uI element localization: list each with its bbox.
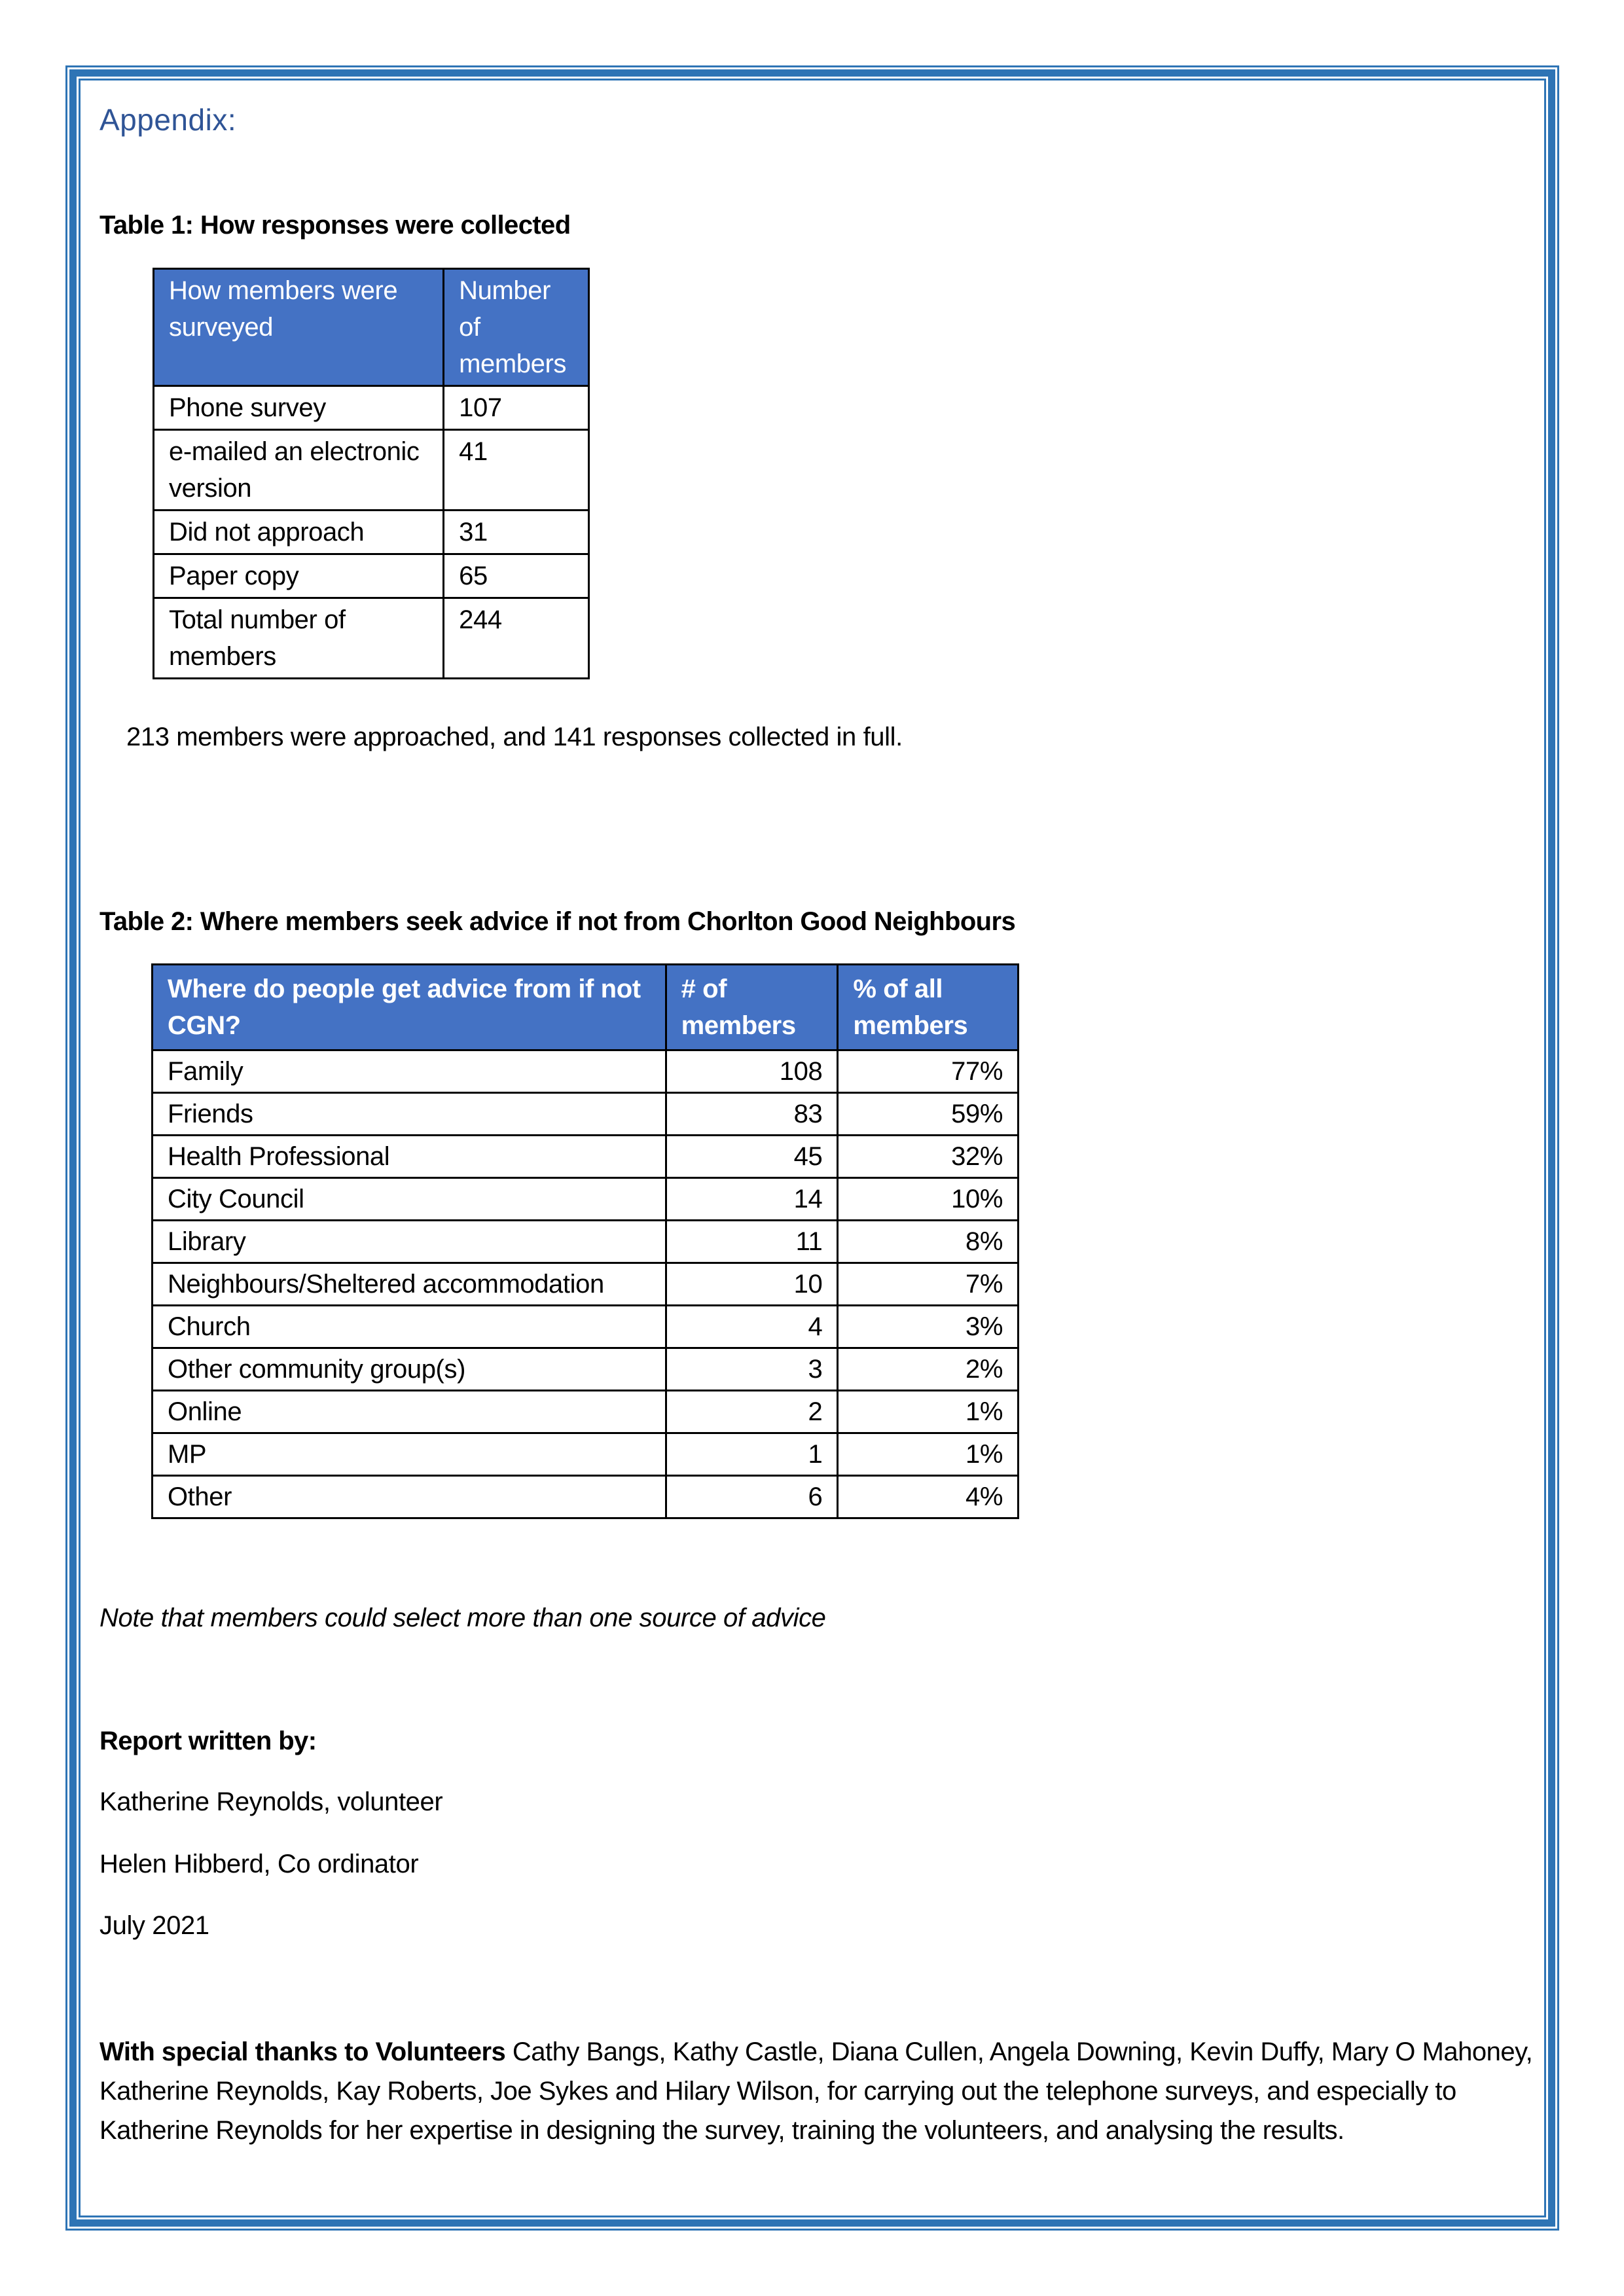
- table2-cell-percent: 3%: [838, 1306, 1019, 1348]
- table-row: [153, 1178, 1019, 1221]
- table1-cell-method: Total number of members: [154, 598, 444, 679]
- page-title: Appendix:: [99, 103, 237, 137]
- acknowledgements-body: Cathy Bangs, Kathy Castle, Diana Cullen, Angela Downing, Kevin Duffy, Mary O Mahoney, Katherine Reynolds, Kay Roberts, Joe Sykes and Hilary Wilson, for carrying out the telephone surveys, and especially to Katherine Reynolds for her expertise in designing the survey, training the volunteers, and analysing the results.: [99, 2037, 1533, 2145]
- table2-cell-percent: 77%: [838, 1050, 1019, 1093]
- table1-cell-method: Phone survey: [154, 386, 444, 430]
- table1-cell-count: 65: [444, 554, 589, 598]
- table2-cell-source: MP: [153, 1433, 666, 1476]
- table2-title: Table 2: Where members seek advice if not from Chorlton Good Neighbours: [99, 907, 1016, 936]
- table2-header-row: [153, 965, 1019, 1050]
- summary-text: 213 members were approached, and 141 responses collected in full.: [126, 723, 903, 751]
- author-2: Helen Hibberd, Co ordinator: [99, 1850, 419, 1878]
- table1-header-count: Number of members: [444, 269, 589, 386]
- table-row: [153, 1433, 1019, 1476]
- acknowledgements-paragraph: [99, 2032, 1540, 2150]
- table2-cell-count: 83: [666, 1093, 838, 1136]
- table2-cell-source: City Council: [153, 1178, 666, 1221]
- table-row: [153, 1136, 1019, 1178]
- table-row: [153, 1391, 1019, 1433]
- table-row: [154, 554, 589, 598]
- table-row: [153, 1306, 1019, 1348]
- acknowledgements-lead: With special thanks to Volunteers: [99, 2037, 506, 2066]
- table2-cell-source: Friends: [153, 1093, 666, 1136]
- table-row: [154, 598, 589, 679]
- table2-cell-count: 108: [666, 1050, 838, 1093]
- table2-cell-percent: 59%: [838, 1093, 1019, 1136]
- table-row: [154, 430, 589, 511]
- table2: [151, 963, 1019, 1519]
- table2-cell-count: 1: [666, 1433, 838, 1476]
- table2-cell-count: 11: [666, 1221, 838, 1263]
- table1-cell-count: 41: [444, 430, 589, 511]
- table-row: [153, 1221, 1019, 1263]
- table-row: [153, 1093, 1019, 1136]
- table-row: [154, 511, 589, 554]
- table1-cell-count: 31: [444, 511, 589, 554]
- table1-cell-method: e-mailed an electronic version: [154, 430, 444, 511]
- table2-cell-percent: 1%: [838, 1433, 1019, 1476]
- table2-cell-percent: 8%: [838, 1221, 1019, 1263]
- table2-cell-source: Family: [153, 1050, 666, 1093]
- table2-header-source: Where do people get advice from if not CGN?: [153, 965, 666, 1050]
- table2-cell-source: Church: [153, 1306, 666, 1348]
- table2-cell-source: Online: [153, 1391, 666, 1433]
- table-row: [153, 1476, 1019, 1518]
- table2-cell-percent: 10%: [838, 1178, 1019, 1221]
- table-row: [153, 1263, 1019, 1306]
- table2-cell-source: Neighbours/Sheltered accommodation: [153, 1263, 666, 1306]
- author-1: Katherine Reynolds, volunteer: [99, 1787, 443, 1816]
- report-date: July 2021: [99, 1911, 209, 1940]
- table1-cell-count: 244: [444, 598, 589, 679]
- table1-header-method: How members were surveyed: [154, 269, 444, 386]
- table2-cell-count: 6: [666, 1476, 838, 1518]
- table-row: [153, 1348, 1019, 1391]
- table2-cell-count: 10: [666, 1263, 838, 1306]
- table2-cell-count: 4: [666, 1306, 838, 1348]
- table2-header-count: # of members: [666, 965, 838, 1050]
- table2-cell-percent: 4%: [838, 1476, 1019, 1518]
- table1-cell-method: Did not approach: [154, 511, 444, 554]
- table2-cell-source: Other: [153, 1476, 666, 1518]
- table1-header-row: [154, 269, 589, 386]
- table2-cell-count: 2: [666, 1391, 838, 1433]
- credits-heading: Report written by:: [99, 1727, 317, 1755]
- table2-cell-percent: 2%: [838, 1348, 1019, 1391]
- table2-cell-count: 3: [666, 1348, 838, 1391]
- table2-cell-count: 45: [666, 1136, 838, 1178]
- table1-cell-method: Paper copy: [154, 554, 444, 598]
- table-row: [153, 1050, 1019, 1093]
- table2-header-percent: % of all members: [838, 965, 1019, 1050]
- table1-cell-count: 107: [444, 386, 589, 430]
- table2-note: Note that members could select more than one source of advice: [99, 1604, 826, 1632]
- table2-cell-percent: 7%: [838, 1263, 1019, 1306]
- table2-cell-count: 14: [666, 1178, 838, 1221]
- table1-title: Table 1: How responses were collected: [99, 211, 571, 240]
- table2-cell-percent: 1%: [838, 1391, 1019, 1433]
- table-row: [154, 386, 589, 430]
- table2-cell-source: Other community group(s): [153, 1348, 666, 1391]
- table2-cell-source: Health Professional: [153, 1136, 666, 1178]
- table1: [153, 268, 590, 679]
- table2-cell-percent: 32%: [838, 1136, 1019, 1178]
- table2-cell-source: Library: [153, 1221, 666, 1263]
